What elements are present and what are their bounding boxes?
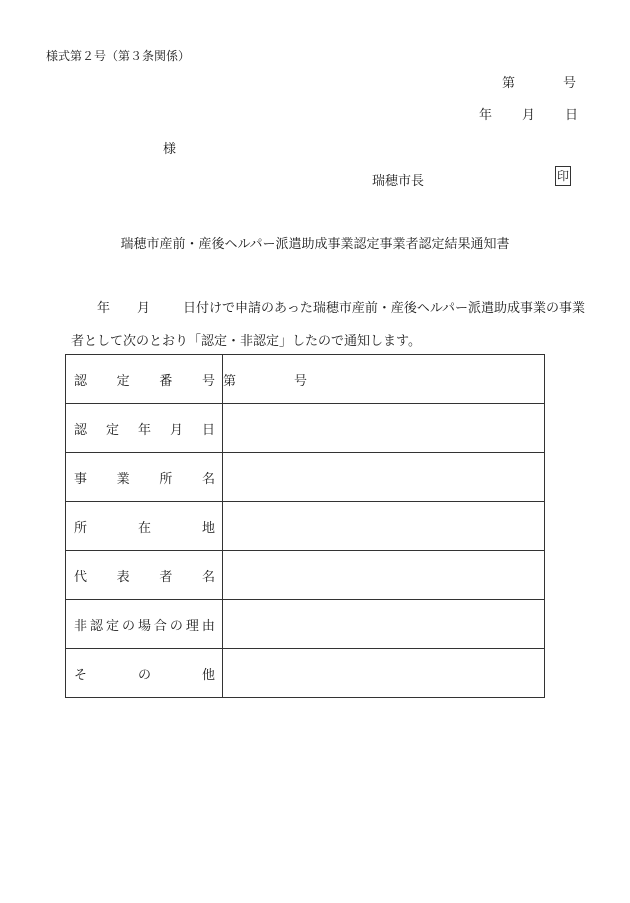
seal-mark: 印 — [555, 166, 571, 186]
certification-number-go: 号 — [294, 373, 308, 389]
issue-date-month: 月 — [521, 108, 535, 123]
certification-number-dai: 第 — [223, 373, 237, 389]
issue-date-day: 日 — [564, 108, 578, 123]
row-label-char: 年 — [137, 422, 151, 438]
row-label-char: 事 — [74, 471, 88, 487]
row-label-char: 表 — [116, 569, 130, 585]
row-label-char: 定 — [105, 422, 119, 438]
row-label-char: 他 — [201, 667, 215, 683]
row-label-cell — [66, 404, 223, 453]
row-label — [66, 419, 222, 438]
sender-mayor: 瑞穂市長 — [372, 174, 425, 189]
row-label-char: 認 — [89, 618, 103, 634]
table-row — [66, 355, 545, 404]
row-label-char: の — [137, 667, 151, 683]
row-label-cell — [66, 649, 223, 698]
body-month: 月 — [137, 301, 151, 316]
row-value-cell[interactable] — [223, 600, 545, 649]
row-label-char: 号 — [201, 373, 215, 389]
row-label — [66, 370, 222, 389]
row-value-cell[interactable] — [223, 649, 545, 698]
row-label-char: の — [121, 618, 135, 634]
row-label-char: 所 — [74, 520, 88, 536]
row-label-char: 定 — [116, 373, 130, 389]
document-number-dai: 第 — [501, 76, 515, 91]
issue-date-year: 年 — [478, 108, 492, 123]
row-label-char: 名 — [201, 569, 215, 585]
row-label — [66, 468, 222, 487]
row-label-char: 認 — [74, 422, 88, 438]
document-title: 瑞穂市産前・産後ヘルパー派遣助成事業認定事業者認定結果通知書 — [120, 237, 510, 252]
row-label-char: 番 — [159, 373, 173, 389]
row-label-char: の — [169, 618, 183, 634]
row-label-char: 所 — [159, 471, 173, 487]
row-label-char: 理 — [185, 618, 199, 634]
row-label-char: 者 — [159, 569, 173, 585]
row-label-cell — [66, 453, 223, 502]
row-label-char: 日 — [201, 422, 215, 438]
row-label-char: 代 — [74, 569, 88, 585]
row-label-char: 場 — [137, 618, 151, 634]
row-label — [66, 615, 222, 634]
body-line-2: 者として次のとおり「認定・非認定」したので通知します。 — [71, 334, 421, 349]
body-line-1-text: 日付けで申請のあった瑞穂市産前・産後ヘルパー派遣助成事業の事業 — [183, 301, 585, 316]
row-label-char: 由 — [201, 618, 215, 634]
row-value-cell[interactable] — [223, 551, 545, 600]
body-line-1 — [97, 297, 585, 316]
document-number-go: 号 — [562, 76, 576, 91]
row-label-cell — [66, 600, 223, 649]
row-value-cell[interactable] — [223, 502, 545, 551]
row-value-cell[interactable] — [223, 404, 545, 453]
body-year: 年 — [97, 301, 111, 316]
table-row — [66, 453, 545, 502]
row-label-cell — [66, 551, 223, 600]
table-row — [66, 649, 545, 698]
row-label-char: 定 — [105, 618, 119, 634]
row-label-char: そ — [74, 667, 88, 683]
row-label-char: 地 — [201, 520, 215, 536]
row-value-cell[interactable] — [223, 453, 545, 502]
document-number — [502, 72, 576, 91]
form-number: 様式第２号（第３条関係） — [46, 49, 191, 63]
row-label-char: 名 — [201, 471, 215, 487]
certification-number-value — [223, 370, 544, 389]
row-label-char: 合 — [153, 618, 167, 634]
addressee-suffix: 様 — [163, 142, 177, 157]
issue-date — [479, 104, 578, 123]
table-row — [66, 600, 545, 649]
certification-table — [65, 354, 545, 698]
row-label-char: 業 — [116, 471, 130, 487]
row-label-cell — [66, 355, 223, 404]
row-label-char: 認 — [74, 373, 88, 389]
table-row — [66, 404, 545, 453]
row-label-cell — [66, 502, 223, 551]
row-label-char: 月 — [169, 422, 183, 438]
row-value-cell[interactable] — [223, 355, 545, 404]
row-label — [66, 566, 222, 585]
row-label — [66, 664, 222, 683]
row-label-char: 在 — [137, 520, 151, 536]
table-row — [66, 502, 545, 551]
table-row — [66, 551, 545, 600]
row-label-char: 非 — [74, 618, 88, 634]
row-label — [66, 517, 222, 536]
